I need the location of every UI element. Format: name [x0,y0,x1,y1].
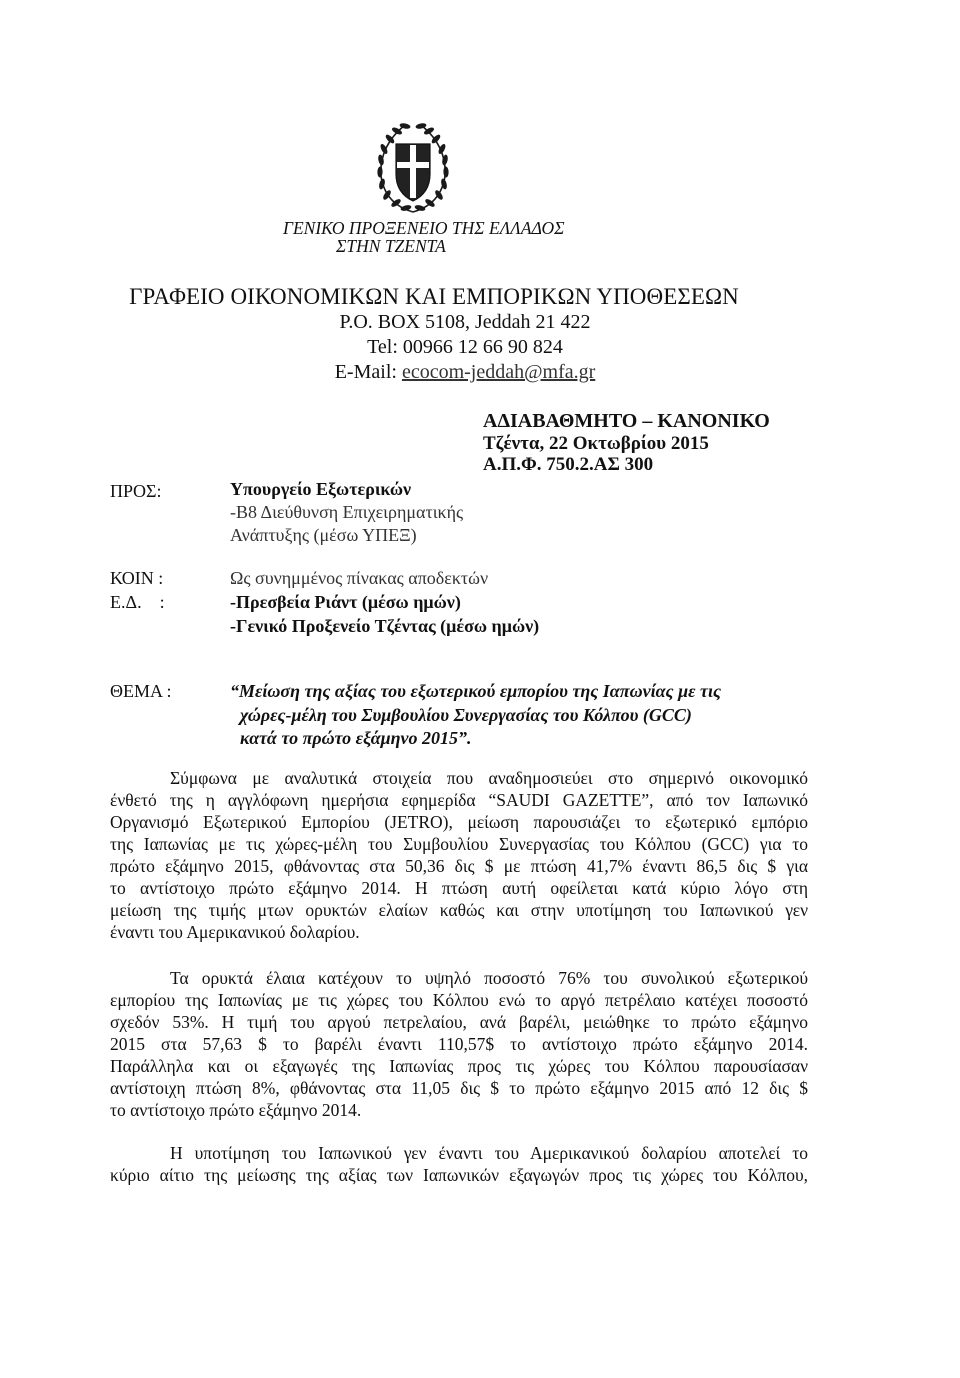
email-address: ecocom-jeddah@mfa.gr [401,361,596,383]
office-title: ΓΡΑΦΕΙΟ ΟΙΚΟΝΟΜΙΚΩΝ ΚΑΙ ΕΜΠΟΡΙΚΩΝ ΥΠΟΘΕΣΕΩΝ [129,284,739,309]
telephone: Tel: 00966 12 66 90 824 [367,336,563,358]
classification: ΑΔΙΑΒΑΘΜΗΤΟ – ΚΑΝΟΝΙΚΟ [483,410,770,432]
subject-line: κατά το πρώτο εξάμηνο 2015”. [240,728,472,748]
paragraph-line: Παράλληλα και οι εξαγωγές της Ιαπωνίας προς τις χώρες του Κόλπου παρουσίασαν [110,1056,808,1076]
recipient-line: Ανάπτυξης (μέσω ΥΠΕΞ) [230,525,417,545]
paragraph-line: Η υποτίμηση του Ιαπωνικού γεν έναντι του Αμερικανικού δολαρίου αποτελεί το [170,1143,808,1163]
email-line [215,360,715,385]
paragraph-line: 2015 στα 57,63 $ το βαρέλι έναντι 110,57$ το αντίστοιχο πρώτο εξάμηνο 2014. [110,1034,808,1054]
paragraph-line: της Ιαπωνίας με τις χώρες-μέλη του Συμβουλίου Συνεργασίας του Κόλπου (GCC) για το [110,834,808,854]
paragraph-line: αντίστοιχη πτώση 8%, φθάνοντας στα 11,05 δις $ το πρώτο εξάμηνο 2015 από 12 δις $ [110,1078,808,1098]
email-label: E-Mail: [334,361,402,383]
paragraph-line: μείωση της τιμής μτων ορυκτών ελαίων καθώς και στην υποτίμηση του Ιαπωνικού γεν [110,900,808,920]
paragraph-line: το αντίστοιχο πρώτο εξάμηνο 2014. [110,1100,362,1120]
to-label: ΠΡΟΣ: [110,481,162,501]
paragraph-line: κύριο αίτιο της μείωσης της αξίας των Ιαπωνικών εξαγωγών προς τις χώρες του Κόλπου, [110,1165,808,1185]
recipient-line: -Γενικό Προξενείο Τζέντας (μέσω ημών) [230,616,540,636]
paragraph-line: εμπορίου της Ιαπωνίας με τις χώρες του Κόλπου ενώ το αργό πετρέλαιο κατέχει ποσοστό [110,990,808,1010]
place-date: Τζέντα, 22 Οκτωβρίου 2015 [483,432,709,454]
consulate-name-line2: ΣΤΗΝ ΤΖΕΝΤΑ [336,236,446,256]
greek-coat-of-arms-icon [375,116,451,214]
recipient-line: Ως συνημμένος πίνακας αποδεκτών [230,568,489,588]
body-paragraph-2 [110,967,808,1121]
consulate-name-line1: ΓΕΝΙΚΟ ΠΡΟΞΕΝΕΙΟ ΤΗΣ ΕΛΛΑΔΟΣ [283,218,565,238]
subject-text [230,680,721,751]
to-recipients [230,478,463,547]
paragraph-line: Τα ορυκτά έλαια κατέχουν το υψηλό ποσοστό 76% του συνολικού εξωτερικού [170,968,808,988]
recipient-line: -Β8 Διεύθυνση Επιχειρηματικής [230,502,464,522]
paragraph-line: Σύμφωνα με αναλυτικά στοιχεία που αναδημοσιεύει στο σημερινό οικονομικό [170,768,808,788]
body-paragraph-3 [110,1142,808,1186]
paragraph-line: το αντίστοιχο πρώτο εξάμηνο 2014. Η πτώση αυτή οφείλεται κατά κύριο λόγο στη [110,878,808,898]
paragraph-line: ένθετό της η αγγλόφωνη ημερήσια εφημερίδα “SAUDI GAZETTE”, από τον Ιαπωνικό [110,790,808,810]
body-paragraph-1 [110,767,808,943]
po-box: P.O. BOX 5108, Jeddah 21 422 [339,311,591,333]
document-meta [483,411,770,476]
contact-block [215,310,715,385]
recipient-line: Υπουργείο Εξωτερικών [230,479,412,499]
recipient-line: -Πρεσβεία Ριάντ (μέσω ημών) [230,592,461,612]
subject-line: χώρες-μέλη του Συμβουλίου Συνεργασίας του Κόλπου (GCC) [240,704,692,725]
subject-label: ΘΕΜΑ : [110,681,172,701]
cc-label: ΚΟΙΝ : [110,568,164,588]
internal-distribution-label: Ε.Δ. : [110,592,165,612]
cc-recipients [230,566,539,638]
paragraph-line: σχεδόν 53%. Η τιμή του αργού πετρελαίου, ανά βαρέλι, μειώθηκε το πρώτο εξάμηνο [110,1012,808,1032]
paragraph-line: Οργανισμό Εξωτερικού Εμπορίου (JETRO), μείωση παρουσιάζει το εξωτερικό εμπόριο [110,812,808,832]
protocol-number: Α.Π.Φ. 750.2.ΑΣ 300 [483,454,654,475]
paragraph-line: πρώτο εξάμηνο 2015, φθάνοντας στα 50,36 δις $ με πτώση 41,7% έναντι 86,5 δις $ για [110,856,808,876]
paragraph-line: έναντι του Αμερικανικού δολαρίου. [110,922,360,942]
subject-line: “Μείωση της αξίας του εξωτερικού εμπορίου της Ιαπωνίας με τις [230,681,721,701]
